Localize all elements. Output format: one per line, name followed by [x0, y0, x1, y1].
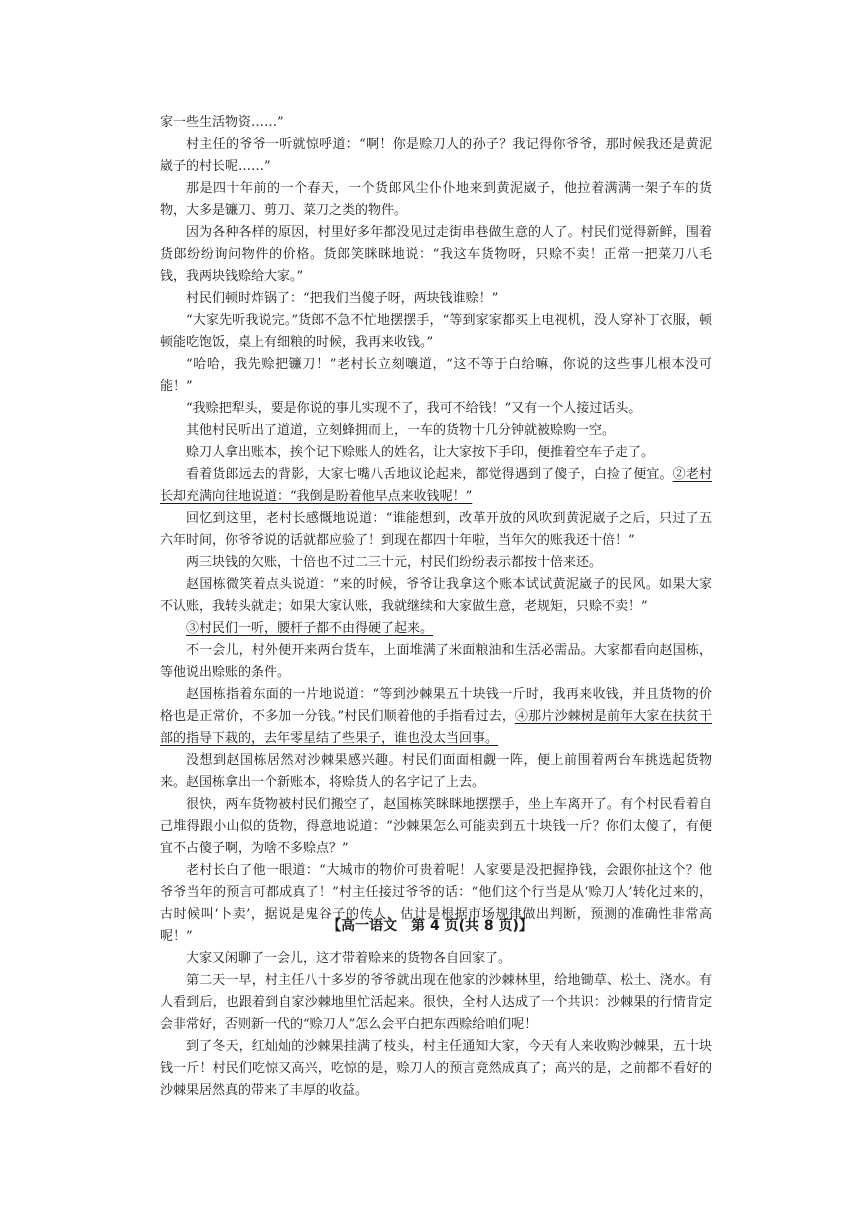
paragraph-text: 赊刀人拿出账本，挨个记下赊账人的姓名，让大家按下手印，便推着空车子走了。 [186, 445, 655, 460]
paragraph [160, 1036, 712, 1102]
paragraph [160, 354, 712, 398]
page-footer: 【高一语文 第 4 页(共 8 页)】 [327, 918, 533, 934]
paragraph-text: 回忆到这里，老村长感慨地说道：“谁能想到，改革开放的风吹到黄泥崴子之后，只过了五六年时间，你爷爷说的话就都应验了！到现在都四十年啦，当年欠的账我还十倍！” [160, 511, 712, 548]
underlined-sentence: ④那片沙棘树是前年大家在扶贫干部的指导下栽的，去年零星结了些果子，谁也没太当回事。 [160, 709, 712, 746]
paragraph-text: 那是四十年前的一个春天，一个货郎风尘仆仆地来到黄泥崴子，他拉着满满一架子车的货物，大多是镰刀、剪刀、菜刀之类的物件。 [160, 181, 712, 218]
paragraph [160, 112, 712, 134]
paragraph [160, 574, 712, 618]
underlined-sentence: ②老村长却充满向往地说道：“我倒是盼着他早点来收钱呢！” [160, 467, 712, 504]
paragraph [160, 684, 712, 750]
paragraph [160, 948, 712, 970]
paragraph-text: 赵国栋指着东面的一片地说道：“等到沙棘果五十块钱一斤时，我再来收钱，并且货物的价格也是正常价，不多加一分钱。”村民们顺着他的手指看过去， [160, 687, 712, 724]
paragraph-text: 村主任的爷爷一听就惊呼道：“啊！你是赊刀人的孙子？我记得你爷爷，那时候我还是黄泥崴子的村长呢……” [160, 137, 712, 174]
paragraph-text: “大家先听我说完。”货郎不急不忙地摆摆手，“等到家家都买上电视机，没人穿补丁衣服，顿顿能吃饱饭，桌上有细粮的时候，我再来收钱。” [160, 313, 712, 350]
paragraph [160, 618, 712, 640]
paragraph [160, 464, 712, 508]
paragraph-text: 大家又闲聊了一会儿，这才带着赊来的货物各自回家了。 [186, 951, 512, 966]
paragraph [160, 970, 712, 1036]
paragraph [160, 398, 712, 420]
paragraph-text: 没想到赵国栋居然对沙棘果感兴趣。村民们面面相觑一阵，便上前围着两台车挑选起货物来。赵国栋拿出一个新账本，将赊货人的名字记了上去。 [160, 753, 712, 790]
paragraph-text: 赵国栋微笑着点头说道：“来的时候，爷爷让我拿这个账本试试黄泥崴子的民风。如果大家不认账，我转头就走；如果大家认账，我就继续和大家做生意，老规矩，只赊不卖！” [160, 577, 712, 614]
paragraph-text: 老村长白了他一眼道：“大城市的物价可贵着呢！人家要是没把握挣钱，会跟你扯这个？他爷爷当年的预言可都成真了！”村主任接过爷爷的话：“他们这个行当是从‘赊刀人’转化过来的，古时候叫‘卜卖’，据说是鬼谷子的传人，估计是根据市场规律做出判断，预测的准确性非常高呢！” [160, 863, 712, 944]
paragraph [160, 178, 712, 222]
paragraph-text: 家一些生活物资……” [160, 115, 284, 130]
article-body [160, 112, 712, 1102]
paragraph-text: 看着货郎远去的背影，大家七嘴八舌地议论起来，都觉得遇到了傻子，白捡了便宜。 [186, 467, 673, 482]
paragraph-text: “我赊把犁头，要是你说的事儿实现不了，我可不给钱！”又有一个人接过话头。 [186, 401, 642, 416]
paragraph [160, 750, 712, 794]
paragraph-text: 很快，两车货物被村民们搬空了，赵国栋笑眯眯地摆摆手，坐上车离开了。有个村民看着自己堆得跟小山似的货物，得意地说道：“沙棘果怎么可能卖到五十块钱一斤？你们太傻了，有便宜不占傻子啊，为啥不多赊点？” [160, 797, 712, 856]
paragraph [160, 794, 712, 860]
paragraph [160, 420, 712, 442]
paragraph-text: 两三块钱的欠账，十倍也不过二三十元，村民们纷纷表示都按十倍来还。 [186, 555, 603, 570]
paragraph [160, 640, 712, 684]
underlined-sentence: ③村民们一听，腰杆子都不由得硬了起来。 [186, 621, 434, 636]
paragraph-text: 不一会儿，村外便开来两台货车，上面堆满了米面粮油和生活必需品。大家都看向赵国栋，等他说出赊账的条件。 [160, 643, 712, 680]
paragraph [160, 508, 712, 552]
paragraph [160, 288, 712, 310]
paragraph-text: 其他村民听出了道道，立刻蜂拥而上，一车的货物十几分钟就被赊购一空。 [186, 423, 616, 438]
paragraph-text: 第二天一早，村主任八十多岁的爷爷就出现在他家的沙棘林里，给地锄草、松土、浇水。有人看到后，也跟着到自家沙棘地里忙活起来。很快，全村人达成了一个共识：沙棘果的行情肯定会非常好，否则新一代的“赊刀人”怎么会平白把东西赊给咱们呢！ [160, 973, 712, 1032]
paragraph [160, 134, 712, 178]
paragraph-text: “哈哈，我先赊把镰刀！”老村长立刻嚷道，“这不等于白给嘛，你说的这些事儿根本没可能！” [160, 357, 712, 394]
paragraph-text: 因为各种各样的原因，村里好多年都没见过走街串巷做生意的人了。村民们觉得新鲜，围着货郎纷纷询问物件的价格。货郎笑眯眯地说：“我这车货物呀，只赊不卖！正常一把菜刀八毛钱，我两块钱赊给大家。” [160, 225, 712, 284]
paragraph [160, 552, 712, 574]
paragraph-text: 到了冬天，红灿灿的沙棘果挂满了枝头，村主任通知大家，今天有人来收购沙棘果，五十块钱一斤！村民们吃惊又高兴，吃惊的是，赊刀人的预言竟然成真了；高兴的是，之前都不看好的沙棘果居然真的带来了丰厚的收益。 [160, 1039, 712, 1098]
paragraph-text: 村民们顿时炸锅了：“把我们当傻子呀，两块钱谁赊！” [186, 291, 499, 306]
paragraph [160, 310, 712, 354]
paragraph [160, 442, 712, 464]
paragraph [160, 222, 712, 288]
